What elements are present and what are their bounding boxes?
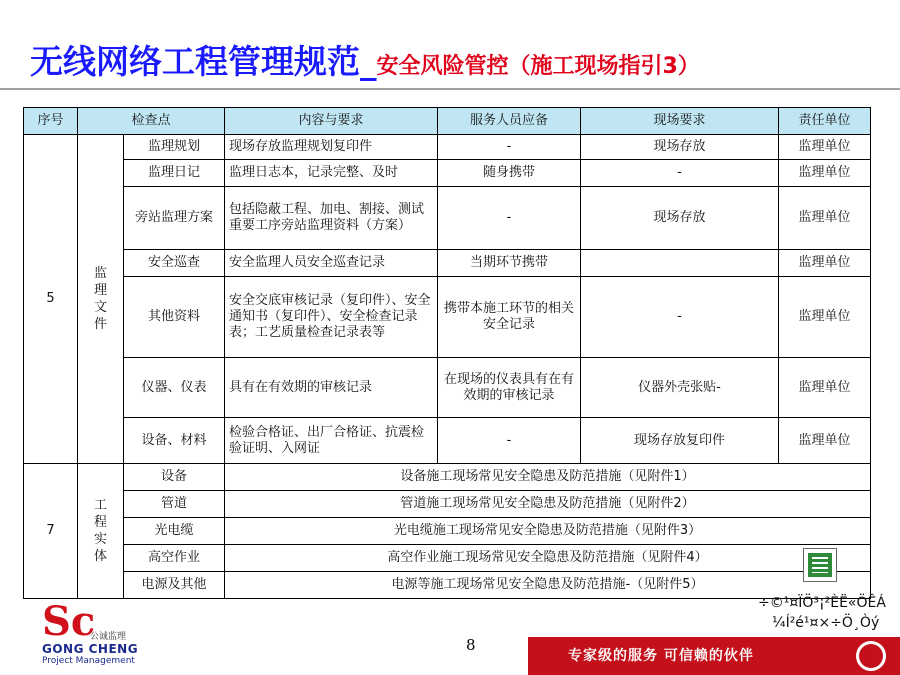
content-cell: 安全监理人员安全巡查记录	[225, 250, 438, 277]
table-row	[24, 187, 871, 250]
group-no: 5	[24, 135, 78, 464]
content-cell: 检验合格证、出厂合格证、抗震检验证明、入网证	[225, 418, 438, 464]
header-no: 序号	[24, 108, 78, 135]
header-site: 现场要求	[581, 108, 779, 135]
group-category: 监理文件	[78, 135, 124, 464]
table-row	[24, 358, 871, 418]
site-cell	[581, 250, 779, 277]
content-cell: 高空作业施工现场常见安全隐患及防范措施（见附件4）	[225, 545, 871, 572]
content-cell: 具有在有效期的审核记录	[225, 358, 438, 418]
staff-cell: -	[438, 187, 581, 250]
unit-cell: 监理单位	[779, 418, 871, 464]
item-cell: 监理规划	[124, 135, 225, 160]
title-divider	[0, 88, 900, 90]
group-no: 7	[24, 464, 78, 599]
header-unit: 责任单位	[779, 108, 871, 135]
staff-cell: -	[438, 418, 581, 464]
site-cell: 仪器外壳张贴-	[581, 358, 779, 418]
content-cell: 电源等施工现场常见安全隐患及防范措施-（见附件5）	[225, 572, 871, 599]
table-header-row	[24, 108, 871, 135]
item-cell: 监理日记	[124, 160, 225, 187]
header-content: 内容与要求	[225, 108, 438, 135]
title-main: 无线网络工程管理规范	[30, 42, 360, 81]
staff-cell: -	[438, 135, 581, 160]
content-cell: 设备施工现场常见安全隐患及防范措施（见附件1）	[225, 464, 871, 491]
item-cell: 光电缆	[124, 518, 225, 545]
table-row	[24, 491, 871, 518]
title-subtitle: 安全风险管控（施工现场指引3）	[376, 54, 700, 79]
content-cell: 监理日志本，记录完整、及时	[225, 160, 438, 187]
page-number: 8	[466, 636, 476, 654]
item-cell: 高空作业	[124, 545, 225, 572]
unit-cell: 监理单位	[779, 250, 871, 277]
company-logo	[42, 600, 162, 670]
item-cell: 旁站监理方案	[124, 187, 225, 250]
site-cell: -	[581, 160, 779, 187]
content-cell: 管道施工现场常见安全隐患及防范措施（见附件2）	[225, 491, 871, 518]
table-row	[24, 250, 871, 277]
embedded-object-caption[interactable]	[758, 593, 886, 633]
site-cell: 现场存放	[581, 135, 779, 160]
staff-cell: 当期环节携带	[438, 250, 581, 277]
unit-cell: 监理单位	[779, 187, 871, 250]
table-row	[24, 135, 871, 160]
site-cell: 现场存放	[581, 187, 779, 250]
site-cell: -	[581, 277, 779, 358]
site-cell: 现场存放复印件	[581, 418, 779, 464]
table-row	[24, 518, 871, 545]
group-category: 工程实体	[78, 464, 124, 599]
item-cell: 设备	[124, 464, 225, 491]
logo-mark: Sc	[42, 598, 96, 645]
staff-cell: 随身携带	[438, 160, 581, 187]
item-cell: 设备、材料	[124, 418, 225, 464]
unit-cell: 监理单位	[779, 160, 871, 187]
item-cell: 管道	[124, 491, 225, 518]
content-cell: 光电缆施工现场常见安全隐患及防范措施（见附件3）	[225, 518, 871, 545]
unit-cell: 监理单位	[779, 358, 871, 418]
content-cell: 包括隐蔽工程、加电、割接、测试重要工序旁站监理资料（方案）	[225, 187, 438, 250]
item-cell: 电源及其他	[124, 572, 225, 599]
header-staff: 服务人员应备	[438, 108, 581, 135]
item-cell: 安全巡查	[124, 250, 225, 277]
unit-cell: 监理单位	[779, 135, 871, 160]
caption-line-2: ¼Í²é¹¤×÷Ö¸Òý	[772, 615, 880, 631]
content-cell: 现场存放监理规划复印件	[225, 135, 438, 160]
staff-cell: 在现场的仪表具有在有效期的审核记录	[438, 358, 581, 418]
logo-cn-name: 公诚监理	[90, 632, 127, 642]
unit-cell: 监理单位	[779, 277, 871, 358]
table-row	[24, 418, 871, 464]
staff-cell: 携带本施工环节的相关安全记录	[438, 277, 581, 358]
table-row	[24, 277, 871, 358]
title-separator: _	[360, 42, 377, 81]
item-cell: 其他资料	[124, 277, 225, 358]
item-cell: 仪器、仪表	[124, 358, 225, 418]
logo-en-sub: Project Management	[42, 656, 135, 666]
table-row	[24, 464, 871, 491]
ring-icon	[856, 641, 886, 671]
inspection-table	[23, 107, 871, 599]
header-checkpoint: 检查点	[78, 108, 225, 135]
spreadsheet-icon[interactable]	[803, 548, 837, 582]
table-row	[24, 545, 871, 572]
footer-slogan: 专家级的服务 可信赖的伙伴	[568, 648, 754, 664]
table-row	[24, 160, 871, 187]
logo-en-name: GONG CHENG	[42, 642, 139, 656]
footer-banner	[528, 637, 900, 675]
slide-title	[30, 36, 700, 83]
content-cell: 安全交底审核记录（复印件）、安全通知书（复印件）、安全检查记录表；工艺质量检查记录表等	[225, 277, 438, 358]
table-row	[24, 572, 871, 599]
caption-line-1: ÷©¹¤ÏÖ³¡²ÈË«ÖÊÁ	[758, 595, 886, 611]
